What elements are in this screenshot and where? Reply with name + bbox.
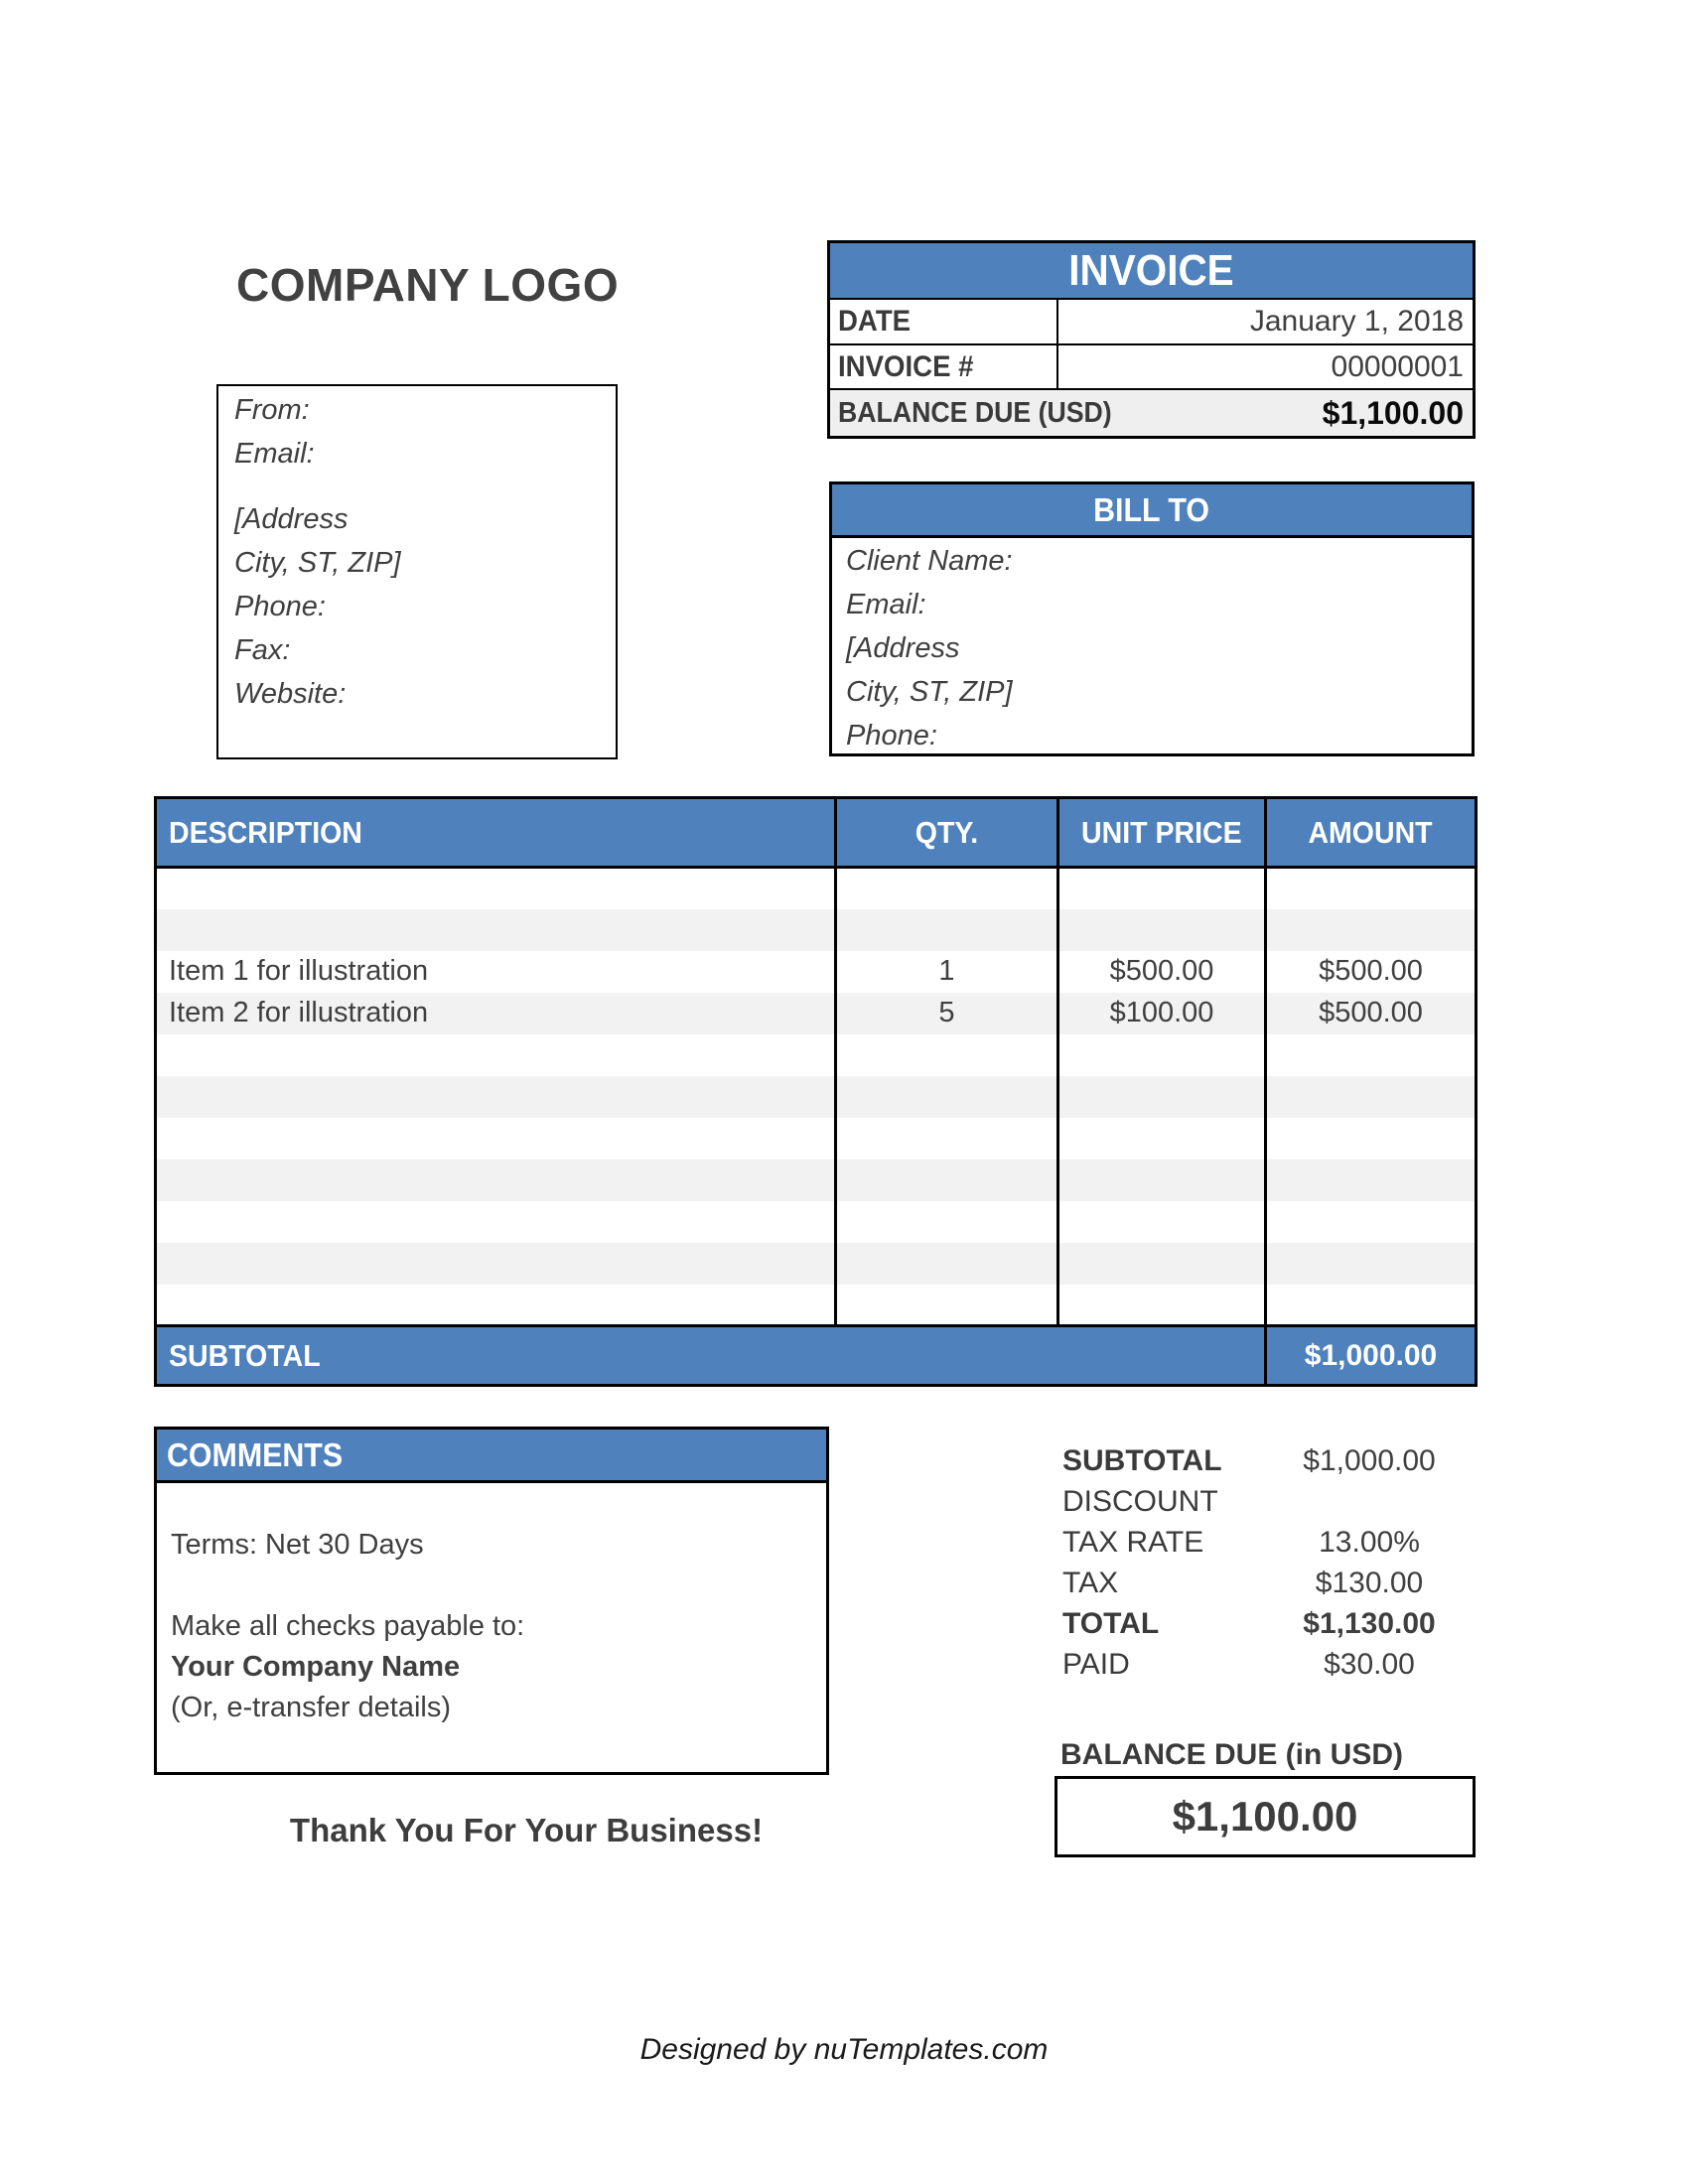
item-amount — [1266, 1201, 1477, 1243]
items-header-row — [156, 798, 1477, 868]
item-unit-price — [1058, 1160, 1266, 1201]
item-amount — [1266, 909, 1477, 951]
bill-to-line-client: Client Name: — [846, 545, 1013, 577]
item-description — [156, 1034, 836, 1076]
item-unit-price: $100.00 — [1058, 993, 1266, 1034]
item-row — [156, 951, 1477, 993]
items-header-unit-price — [1058, 798, 1266, 868]
from-line-website: Website: — [234, 678, 347, 710]
footer-credit: Designed by nuTemplates.com — [639, 2033, 1049, 2066]
bill-to-box — [829, 481, 1475, 756]
bill-to-line-address: [Address — [846, 632, 960, 664]
bill-to-body — [832, 538, 1472, 757]
item-amount — [1266, 1160, 1477, 1201]
invoice-title-text: INVOICE — [1068, 245, 1234, 295]
invoice-title — [830, 243, 1473, 300]
item-description — [156, 909, 836, 951]
item-qty — [836, 1243, 1058, 1285]
totals-total-value: $1,130.00 — [1303, 1606, 1436, 1640]
totals-row-paid — [1062, 1644, 1475, 1685]
item-amount — [1266, 1118, 1477, 1160]
item-description — [156, 868, 836, 909]
items-header-unit-price-text: UNIT PRICE — [1081, 814, 1242, 850]
item-qty — [836, 868, 1058, 909]
item-qty — [836, 1034, 1058, 1076]
item-row — [156, 1076, 1477, 1118]
balance-due-final-box — [1055, 1776, 1476, 1857]
invoice-number-value: 00000001 — [1331, 349, 1464, 383]
item-description — [156, 1243, 836, 1285]
item-row — [156, 1285, 1477, 1326]
item-qty — [836, 1118, 1058, 1160]
invoice-number-label — [830, 345, 1058, 388]
item-unit-price — [1058, 1201, 1266, 1243]
totals-row-tax-rate — [1062, 1522, 1475, 1563]
company-logo: COMPANY LOGO — [236, 259, 620, 311]
invoice-number-row — [830, 345, 1473, 390]
from-line-phone: Phone: — [234, 591, 326, 622]
from-line-spacer — [234, 476, 616, 497]
item-qty — [836, 1285, 1058, 1326]
bill-to-line-city: City, ST, ZIP] — [846, 676, 1013, 708]
comments-box — [154, 1427, 829, 1775]
subtotal-row — [156, 1326, 1477, 1386]
bill-to-line-phone: Phone: — [846, 720, 937, 751]
invoice-number-label-text: INVOICE # — [838, 349, 974, 383]
totals-row-discount — [1062, 1481, 1475, 1522]
item-amount — [1266, 1285, 1477, 1326]
items-table — [154, 796, 1477, 1387]
totals-paid-label: PAID — [1062, 1647, 1130, 1681]
comments-line-company: Your Company Name — [171, 1651, 461, 1683]
item-unit-price — [1058, 1076, 1266, 1118]
item-qty — [836, 1076, 1058, 1118]
totals-tax-rate-value: 13.00% — [1319, 1525, 1420, 1559]
bill-to-line-email: Email: — [846, 589, 926, 620]
subtotal-value: $1,000.00 — [1266, 1326, 1477, 1386]
from-line-fax: Fax: — [234, 634, 291, 666]
from-line-from: From: — [234, 394, 310, 426]
item-amount — [1266, 868, 1477, 909]
totals-paid-value: $30.00 — [1324, 1647, 1415, 1681]
comments-header — [157, 1430, 826, 1483]
balance-due-final-label: BALANCE DUE (in USD) — [1060, 1738, 1403, 1771]
balance-due-row — [830, 390, 1473, 436]
item-description — [156, 1118, 836, 1160]
item-row — [156, 909, 1477, 951]
totals-tax-label: TAX — [1062, 1566, 1119, 1599]
item-row — [156, 868, 1477, 909]
item-unit-price — [1058, 1243, 1266, 1285]
balance-due-value: $1,100.00 — [1322, 394, 1464, 431]
item-amount — [1266, 1034, 1477, 1076]
item-row — [156, 1243, 1477, 1285]
items-header-description — [156, 798, 836, 868]
totals-row-subtotal — [1062, 1440, 1475, 1481]
item-description: Item 2 for illustration — [156, 993, 836, 1034]
item-description — [156, 1160, 836, 1201]
bill-to-header — [832, 484, 1472, 538]
item-description: Item 1 for illustration — [156, 951, 836, 993]
from-line-email: Email: — [234, 438, 315, 470]
totals-row-total — [1062, 1603, 1475, 1644]
item-row — [156, 1160, 1477, 1201]
comments-body — [157, 1483, 826, 1728]
totals-tax-value: $130.00 — [1315, 1566, 1424, 1599]
comments-line-payable: Make all checks payable to: — [171, 1610, 525, 1642]
items-header-amount-text: AMOUNT — [1308, 814, 1434, 850]
invoice-header-table — [827, 240, 1476, 439]
totals-total-label: TOTAL — [1062, 1606, 1160, 1640]
item-description — [156, 1201, 836, 1243]
comments-line-etransfer: (Or, e-transfer details) — [171, 1692, 452, 1723]
item-amount — [1266, 1076, 1477, 1118]
item-unit-price — [1058, 909, 1266, 951]
balance-due-label-text: BALANCE DUE (USD) — [838, 396, 1112, 429]
totals-subtotal-value: $1,000.00 — [1303, 1443, 1436, 1477]
invoice-date-label — [830, 300, 1058, 343]
comments-header-text: COMMENTS — [167, 1435, 344, 1473]
invoice-date-value: January 1, 2018 — [1249, 305, 1464, 338]
item-row — [156, 1034, 1477, 1076]
balance-due-label — [838, 397, 1136, 430]
thank-you-note: Thank You For Your Business! — [289, 1812, 764, 1848]
item-row — [156, 1201, 1477, 1243]
totals-subtotal-label: SUBTOTAL — [1062, 1443, 1222, 1477]
items-header-amount — [1266, 798, 1477, 868]
item-unit-price: $500.00 — [1058, 951, 1266, 993]
item-qty — [836, 1201, 1058, 1243]
totals-section — [1062, 1440, 1475, 1685]
item-unit-price — [1058, 868, 1266, 909]
item-row — [156, 993, 1477, 1034]
comments-line-spacer — [171, 1566, 826, 1606]
item-unit-price — [1058, 1118, 1266, 1160]
item-description — [156, 1285, 836, 1326]
from-line-address: [Address — [234, 503, 349, 535]
from-line-city: City, ST, ZIP] — [234, 547, 401, 579]
bill-to-header-text: BILL TO — [1093, 490, 1210, 528]
items-header-description-text: DESCRIPTION — [169, 814, 362, 850]
invoice-date-row — [830, 300, 1473, 345]
comments-line-terms: Terms: Net 30 Days — [171, 1529, 424, 1561]
invoice-date-label-text: DATE — [838, 305, 912, 338]
totals-row-tax — [1062, 1563, 1475, 1603]
items-header-qty-text: QTY. — [914, 814, 979, 850]
subtotal-label-text: SUBTOTAL — [169, 1337, 321, 1373]
item-description — [156, 1076, 836, 1118]
item-qty: 1 — [836, 951, 1058, 993]
item-amount: $500.00 — [1266, 951, 1477, 993]
item-qty — [836, 909, 1058, 951]
subtotal-label — [156, 1326, 1266, 1386]
from-box — [216, 384, 618, 759]
item-amount — [1266, 1243, 1477, 1285]
item-qty — [836, 1160, 1058, 1201]
item-unit-price — [1058, 1034, 1266, 1076]
item-unit-price — [1058, 1285, 1266, 1326]
totals-discount-label: DISCOUNT — [1062, 1484, 1218, 1518]
balance-due-final-value: $1,100.00 — [1172, 1793, 1358, 1840]
item-amount: $500.00 — [1266, 993, 1477, 1034]
totals-tax-rate-label: TAX RATE — [1062, 1525, 1204, 1559]
item-row — [156, 1118, 1477, 1160]
item-qty: 5 — [836, 993, 1058, 1034]
items-header-qty — [836, 798, 1058, 868]
